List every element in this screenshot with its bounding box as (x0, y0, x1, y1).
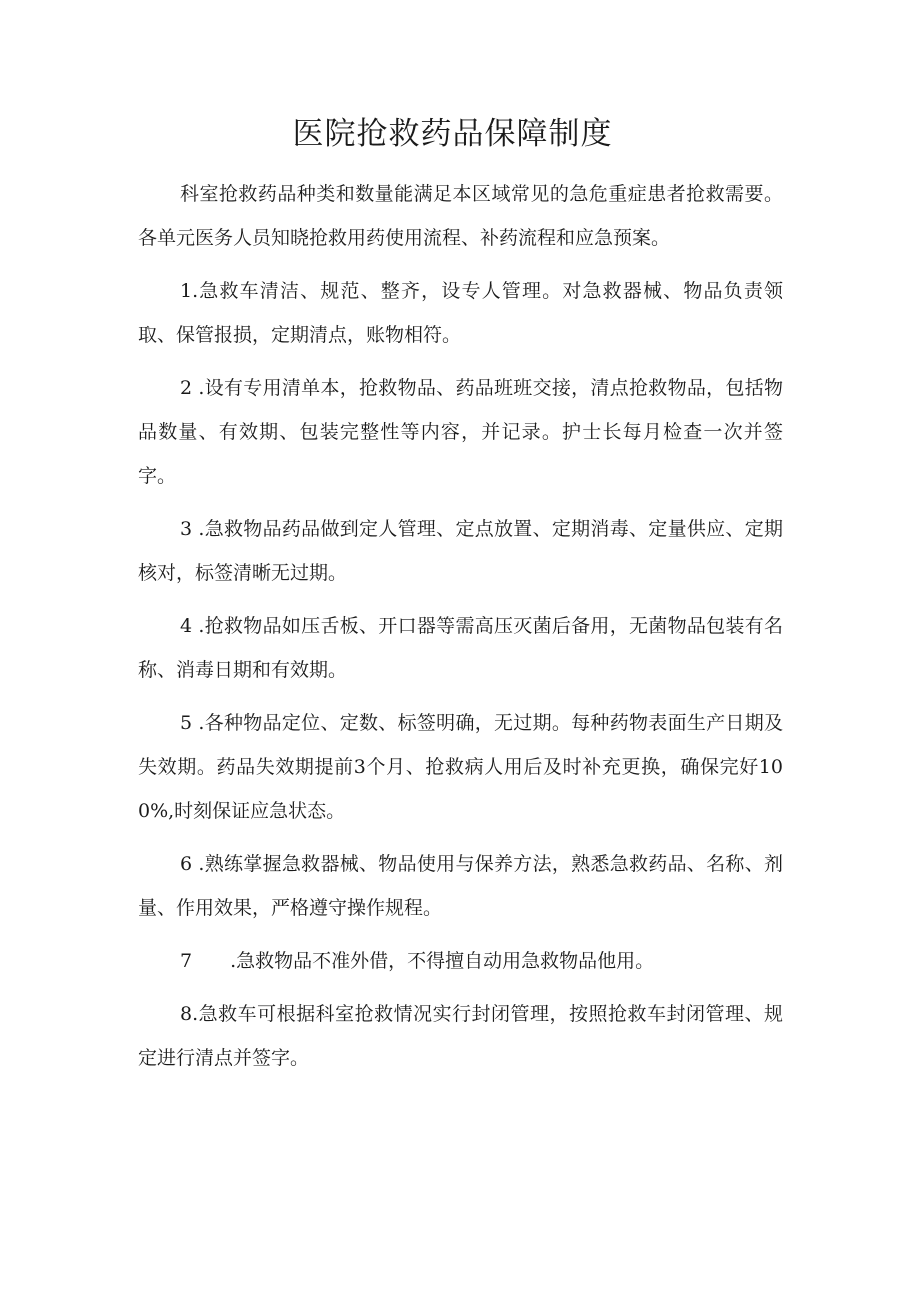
document-body (138, 172, 783, 1089)
paragraph-intro: 科室抢救药品种类和数量能满足本区域常见的急危重症患者抢救需要。各单元医务人员知晓抢救用药使用流程、补药流程和应急预案。 (138, 183, 783, 249)
paragraph-item-6: 6 .熟练掌握急救器械、物品使用与保养方法，熟悉急救药品、名称、剂量、作用效果，严格遵守操作规程。 (138, 853, 783, 919)
document-title: 医院抢救药品保障制度 (292, 116, 613, 152)
paragraph-item-7: 7 .急救物品不准外借，不得擅自动用急救物品他用。 (180, 950, 655, 972)
paragraph-item-2: 2 .设有专用清单本，抢救物品、药品班班交接，清点抢救物品，包括物品数量、有效期、包装完整性等内容，并记录。护士长每月检查一次并签字。 (138, 377, 783, 487)
paragraph-item-1: 1.急救车清洁、规范、整齐，设专人管理。对急救器械、物品负责领取、保管报损，定期清点，账物相符。 (138, 280, 783, 346)
paragraph-item-3: 3 .急救物品药品做到定人管理、定点放置、定期消毒、定量供应、定期核对，标签清晰无过期。 (138, 518, 783, 584)
paragraph-item-5: 5 .各种物品定位、定数、标签明确，无过期。每种药物表面生产日期及失效期。药品失效期提前3个月、抢救病人用后及时补充更换，确保完好100%,时刻保证应急状态。 (138, 712, 783, 822)
paragraph-item-4: 4 .抢救物品如压舌板、开口器等需高压灭菌后备用，无菌物品包装有名称、消毒日期和有效期。 (138, 615, 783, 681)
paragraph-item-8: 8.急救车可根据科室抢救情况实行封闭管理，按照抢救车封闭管理、规定进行清点并签字。 (138, 1003, 783, 1069)
